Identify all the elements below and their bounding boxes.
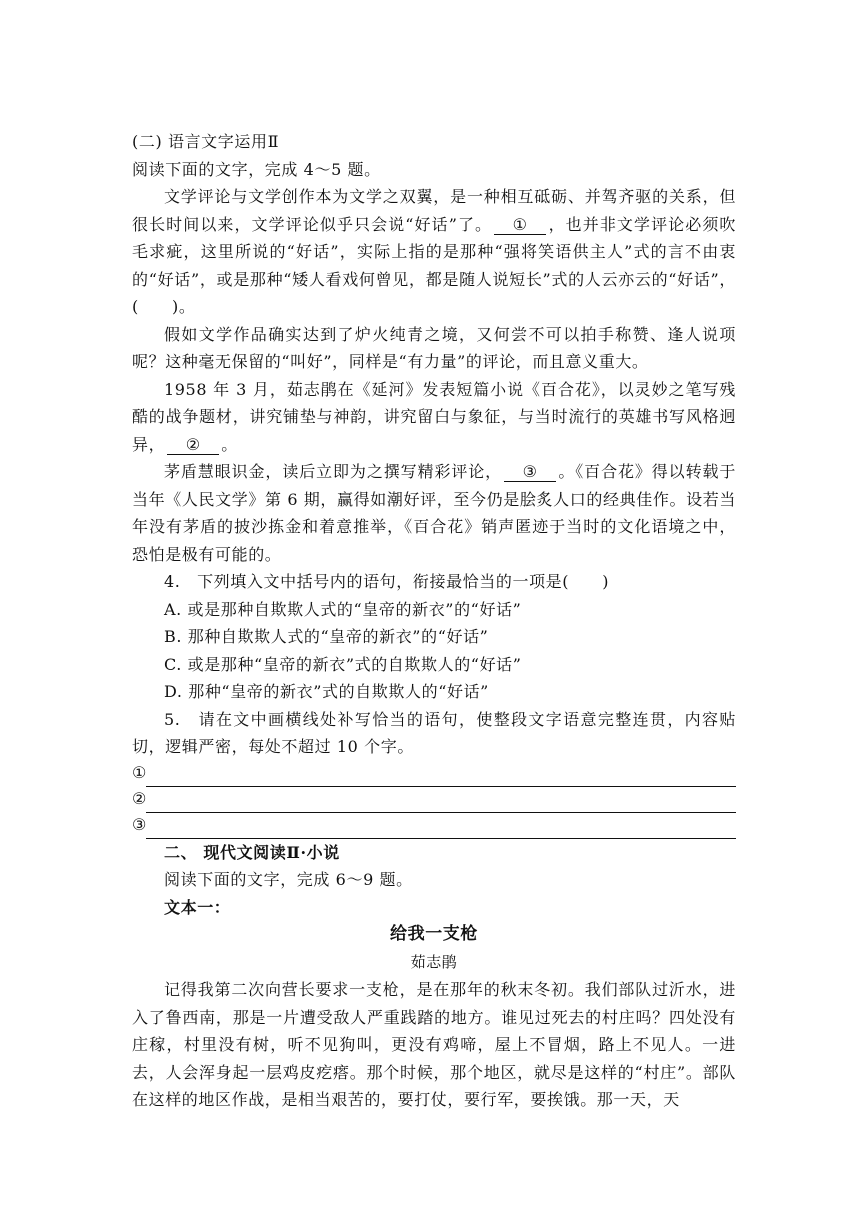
answer-line-3[interactable] (132, 813, 736, 839)
answer-number: ③ (132, 815, 147, 834)
passage-paragraph-4 (132, 458, 736, 568)
answer-line-1[interactable] (132, 761, 736, 787)
passage-text: 。《百合花》得以转载于当年《人民文学》第 6 期，赢得如潮好评，至今仍是脍炙人口的经典佳作。设若当年没有茅盾的披沙拣金和着意推举，《百合花》销声匿迹于当时的文化语境之中，恐怕是极有可能的。 (132, 462, 736, 564)
fill-blank-3: ③ (504, 463, 556, 482)
fill-blank-2: ② (167, 436, 219, 455)
answer-underline (146, 768, 736, 787)
passage-paragraph-2: 假如文学作品确实达到了炉火纯青之境，又何尝不可以拍手称赞、逢人说项呢？这种毫无保留的“叫好”，同样是“有力量”的评论，而且意义重大。 (132, 324, 736, 371)
passage-text: ，也并非文学评论必须吹毛求疵，这里所说的“好话”，实际上指的是那种“强将笑语供主人”式的言不由衷的“好话”，或是那种“矮人看戏何曾见，都是随人说短长”式的人云亦云的“好话”，( )。 (132, 214, 737, 316)
fill-blank-1: ① (494, 216, 546, 235)
passage-paragraph-3 (132, 376, 736, 459)
answer-underline (146, 820, 736, 839)
passage-text: 茅盾慧眼识金，读后立即为之撰写精彩评论， (164, 462, 503, 481)
passage-text: 文学评论与文学创作本为文学之双翼，是一种相互砥砺、并驾齐驱的关系，但很长时间以来，文学评论似乎只会说“好话”了。 (132, 187, 736, 234)
section-heading-language-use: (二) 语言文字运用Ⅱ (132, 132, 280, 151)
answer-underline (146, 794, 736, 813)
document-content (132, 128, 736, 1114)
story-paragraph-1: 记得我第二次向营长要求一支枪，是在那年的秋末冬初。我们部队过沂水，进入了鲁西南，那是一片遭受敌人严重践踏的地方。谁见过死去的村庄吗？四处没有庄稼，村里没有树，听不见狗叫，更没有鸡啼，屋上不冒烟，路上不见人。一进去，人会浑身起一层鸡皮疙瘩。那个时候，那个地区，就尽是这样的“村庄”。部队在这样的地区作战，是相当艰苦的，要打仗，要行军，要挨饿。那一天，天 (132, 980, 736, 1109)
text-one-label: 文本一： (164, 897, 231, 917)
question-5: 5. 请在文中画横线处补写恰当的语句，使整段文字语意完整连贯，内容贴切，逻辑严密，每处不超过 10 个字。 (132, 709, 736, 756)
answer-number: ① (132, 763, 147, 782)
section-instruction-q6-9: 阅读下面的文字，完成 6～9 题。 (164, 870, 413, 889)
question-4-option-b: B. 那种自欺欺人式的“皇帝的新衣”的“好话” (164, 627, 489, 646)
passage-text: 1958 年 3 月，茹志鹃在《延河》发表短篇小说《百合花》，以灵妙之笔写残酷的战争题材，讲究铺垫与神韵，讲究留白与象征，与当时流行的英雄书写风格迥异， (132, 379, 736, 454)
passage-paragraph-1 (132, 183, 736, 321)
passage-text: 。 (221, 434, 238, 454)
question-4-option-d: D. 那种“皇帝的新衣”式的自欺欺人的“好话” (164, 682, 489, 701)
section-heading-modern-reading: 二、 现代文阅读Ⅱ·小说 (164, 842, 340, 862)
answer-number: ② (132, 789, 147, 808)
question-4-option-a: A. 或是那种自欺欺人式的“皇帝的新衣”的“好话” (164, 599, 522, 619)
story-author: 茹志鹃 (410, 952, 458, 971)
section-instruction-q4-5: 阅读下面的文字，完成 4～5 题。 (132, 159, 381, 179)
question-4-option-c: C. 或是那种“皇帝的新衣”式的自欺欺人的“好话” (164, 654, 522, 674)
story-title: 给我一支枪 (390, 924, 478, 944)
answer-line-2[interactable] (132, 787, 736, 813)
question-4: 4. 下列填入文中括号内的语句，衔接最恰当的一项是( ) (164, 572, 610, 591)
